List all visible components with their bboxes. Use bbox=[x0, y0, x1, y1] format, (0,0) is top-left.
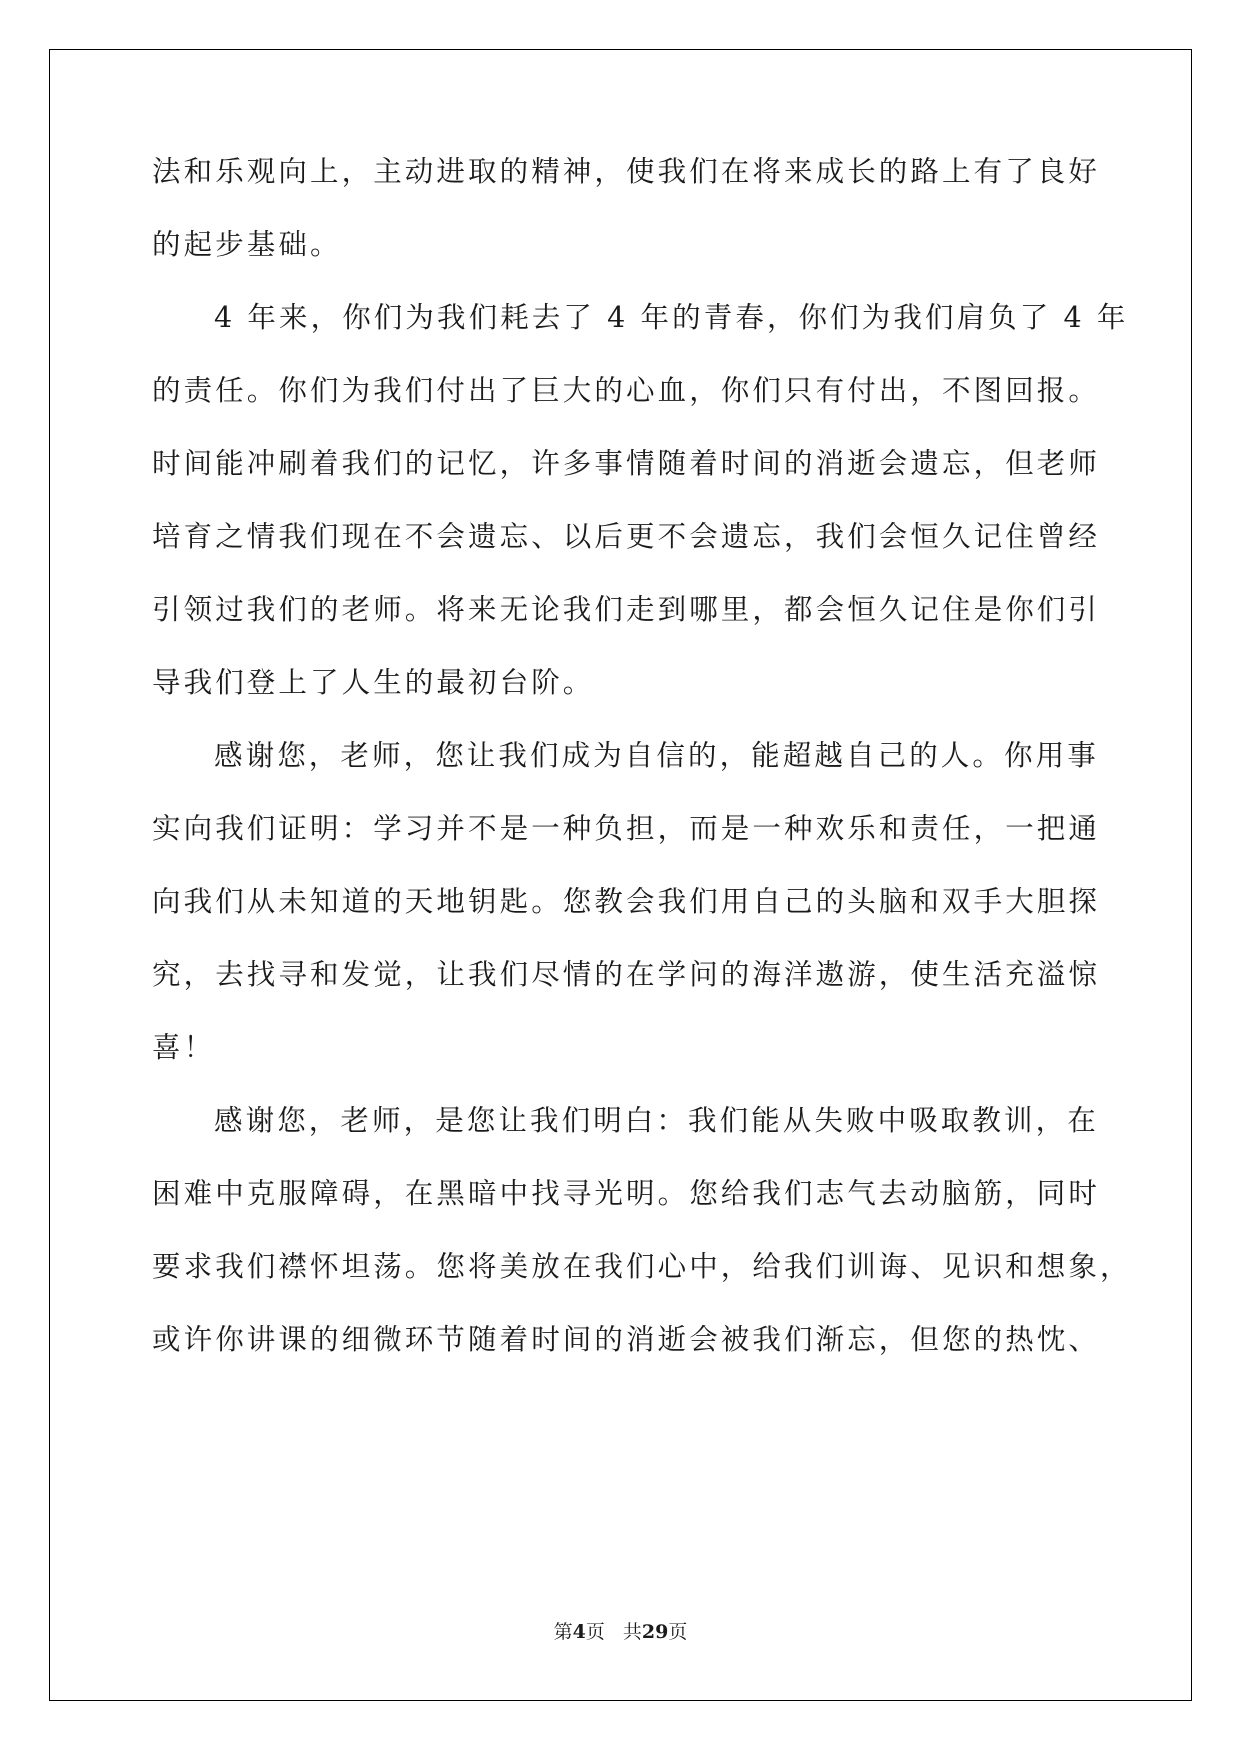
text-line: 喜！ bbox=[152, 1031, 216, 1064]
page-suffix: 页 bbox=[585, 1621, 605, 1643]
text-line: 培育之情我们现在不会遗忘、以后更不会遗忘，我们会恒久记住曾经 bbox=[152, 520, 1101, 553]
text-line: 导我们登上了人生的最初台阶。 bbox=[152, 666, 595, 699]
text-line: 要求我们襟怀坦荡。您将美放在我们心中，给我们训诲、见识和想象， bbox=[152, 1250, 1132, 1283]
page-prefix: 第 bbox=[553, 1621, 573, 1643]
text-line: 的起步基础。 bbox=[152, 228, 342, 261]
page-number: 4 bbox=[572, 1621, 586, 1643]
text-line: 困难中克服障碍，在黑暗中找寻光明。您给我们志气去动脑筋，同时 bbox=[152, 1177, 1101, 1210]
total-prefix: 共 bbox=[622, 1621, 642, 1643]
text-line: 究，去找寻和发觉，让我们尽情的在学问的海洋遨游，使生活充溢惊 bbox=[152, 958, 1101, 991]
text-line: 向我们从未知道的天地钥匙。您教会我们用自己的头脑和双手大胆探 bbox=[152, 885, 1101, 918]
total-pages: 29 bbox=[641, 1621, 669, 1643]
text-line: 引领过我们的老师。将来无论我们走到哪里，都会恒久记住是你们引 bbox=[152, 593, 1101, 626]
page-footer bbox=[0, 1617, 1241, 1644]
text-line: 法和乐观向上，主动进取的精神，使我们在将来成长的路上有了良好 bbox=[152, 155, 1101, 188]
text-line: 感谢您，老师，是您让我们明白：我们能从失败中吸取教训，在 bbox=[214, 1104, 1099, 1137]
text-line: 时间能冲刷着我们的记忆，许多事情随着时间的消逝会遗忘，但老师 bbox=[152, 447, 1101, 480]
page-border bbox=[49, 49, 1192, 1701]
text-line: 4 年来，你们为我们耗去了 4 年的青春，你们为我们肩负了 4 年 bbox=[214, 301, 1129, 334]
text-line: 实向我们证明：学习并不是一种负担，而是一种欢乐和责任，一把通 bbox=[152, 812, 1101, 845]
text-line: 感谢您，老师，您让我们成为自信的，能超越自己的人。你用事 bbox=[214, 739, 1099, 772]
text-line: 的责任。你们为我们付出了巨大的心血，你们只有付出，不图回报。 bbox=[152, 374, 1101, 407]
total-suffix: 页 bbox=[668, 1621, 688, 1643]
text-line: 或许你讲课的细微环节随着时间的消逝会被我们渐忘，但您的热忱、 bbox=[152, 1323, 1101, 1356]
